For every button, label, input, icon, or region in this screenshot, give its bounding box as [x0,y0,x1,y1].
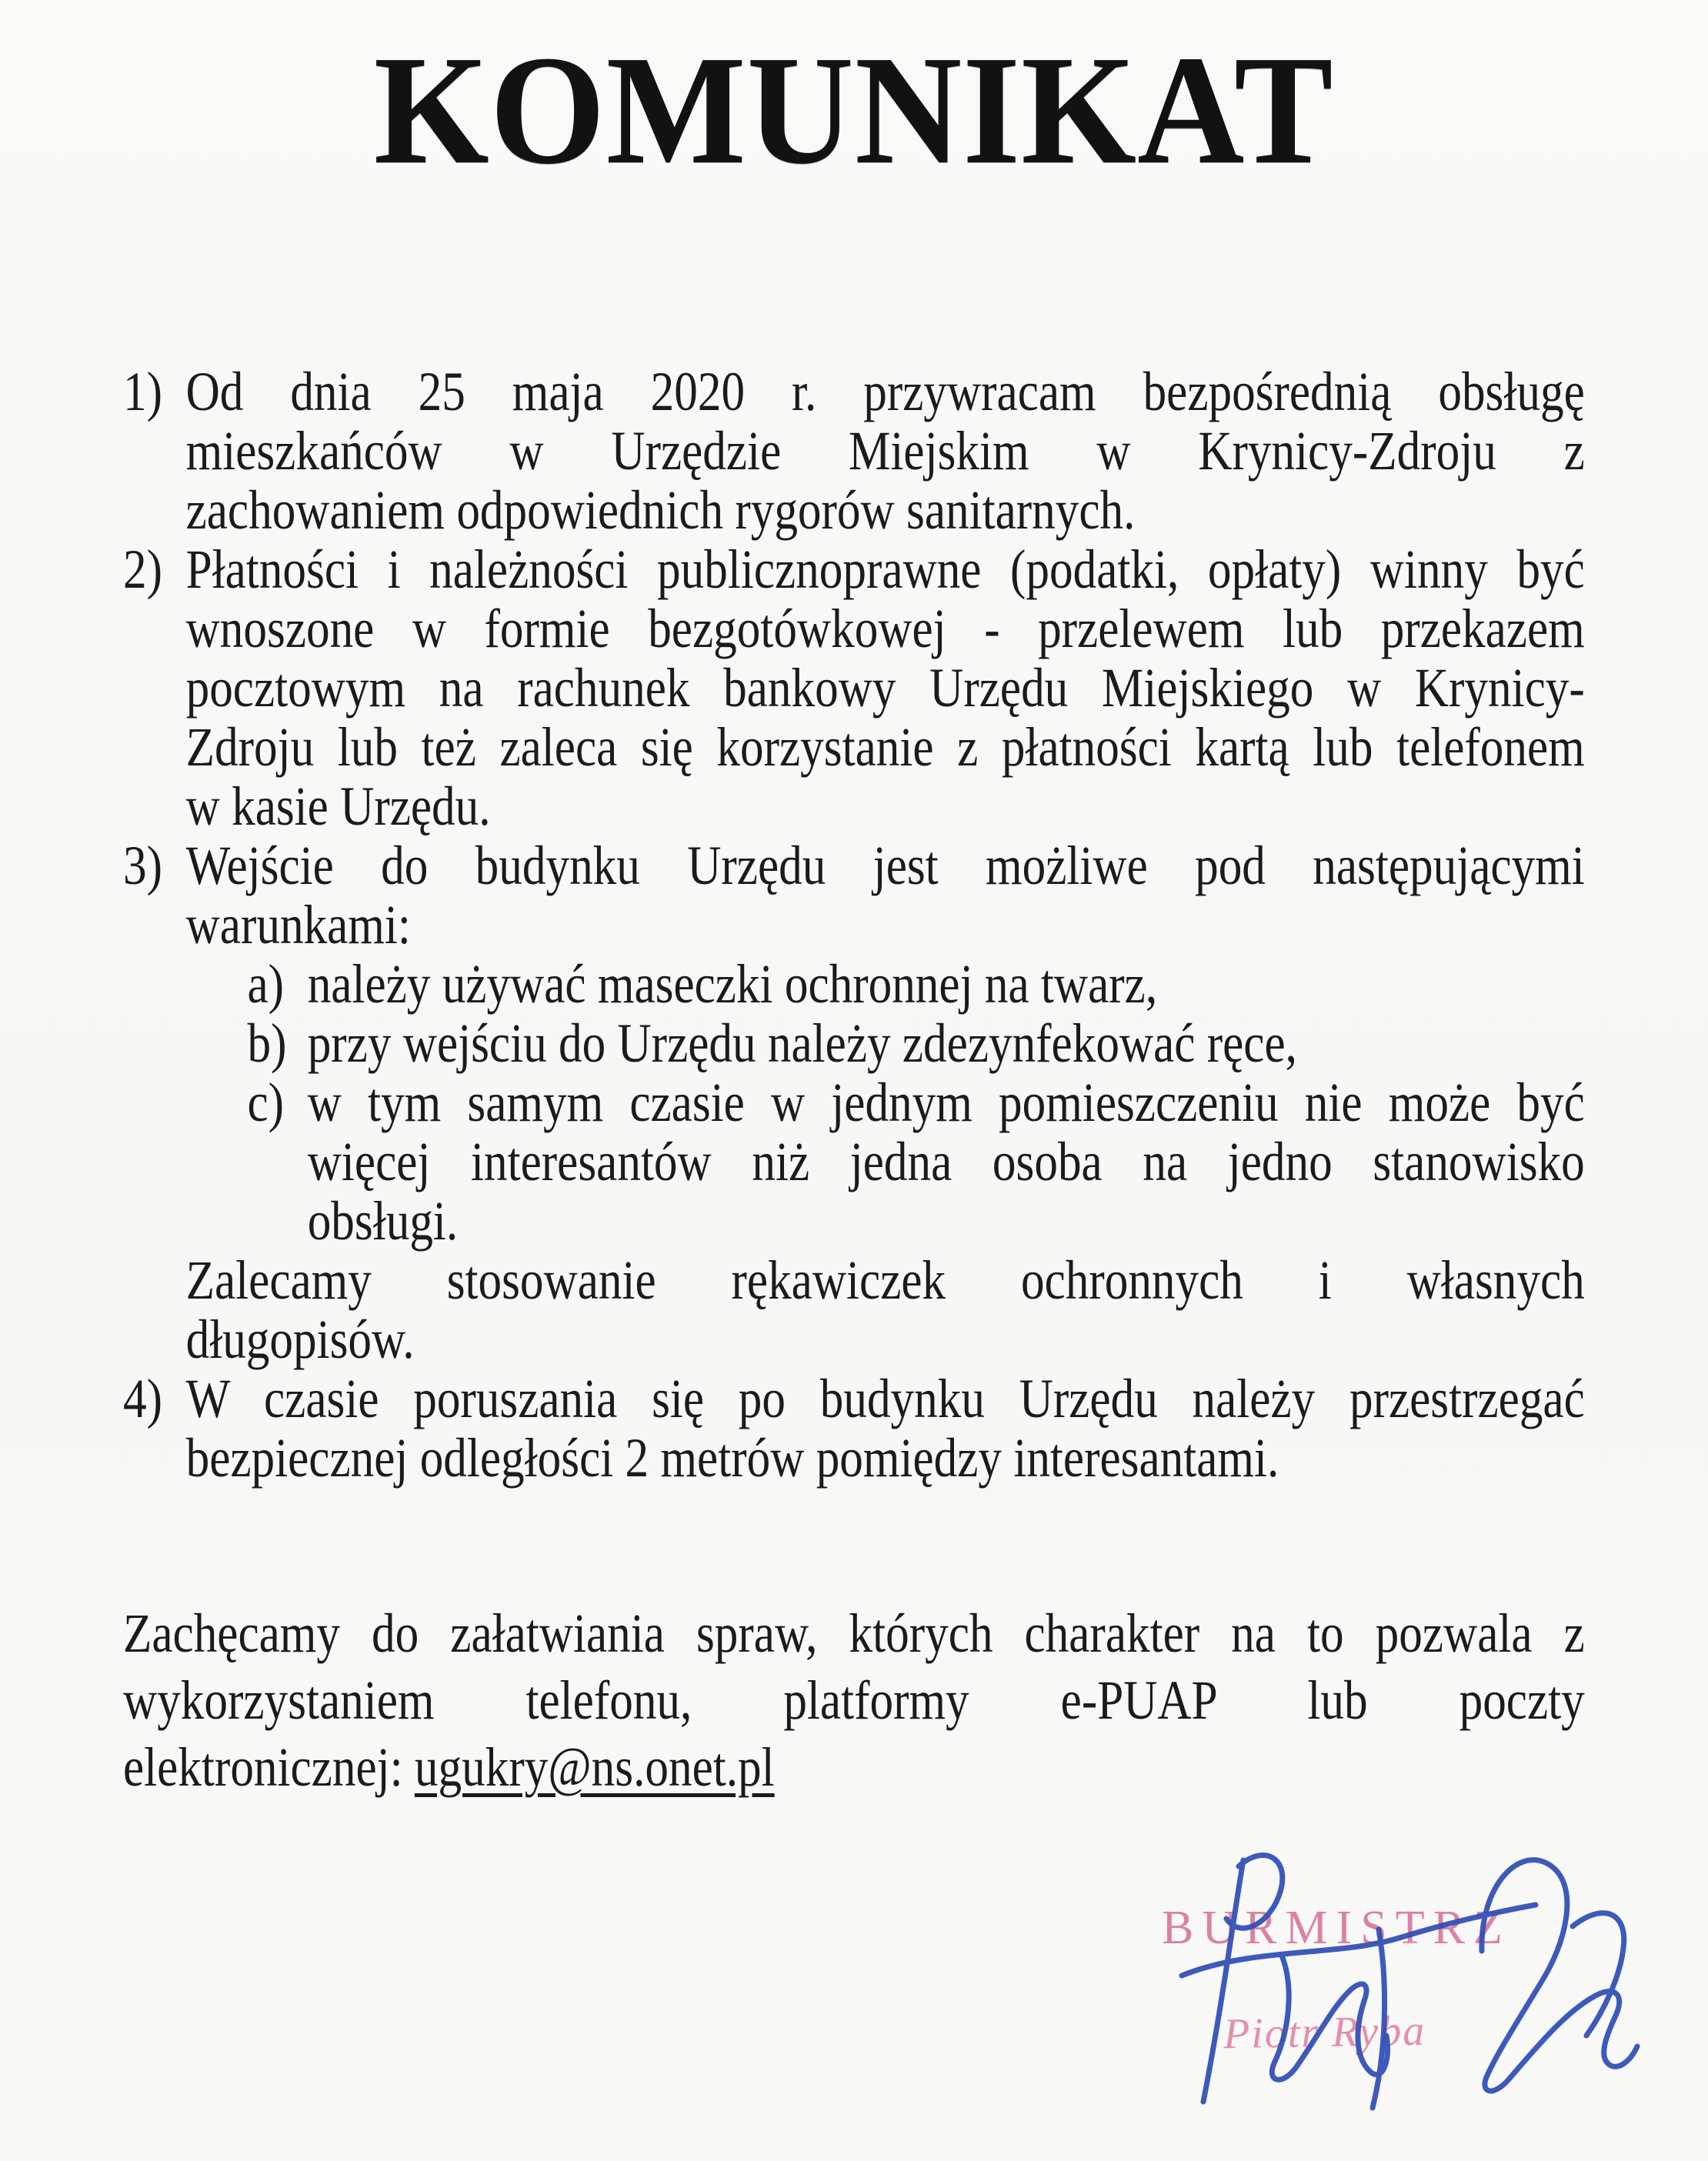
sub-item-letter: c) [247,1072,285,1133]
text-line: obsługi. [307,1190,459,1252]
sub-item-c [248,1073,1585,1251]
text-line: W czasie poruszania się po budynku Urzędu należy przestrzegać [185,1368,1585,1429]
text-line: w kasie Urzędu. [185,775,491,837]
text-line: Wejście do budynku Urzędu jest możliwe pod następującymi [185,835,1585,896]
text-line: zachowaniem odpowiednich rygorów sanitarnych. [185,479,1136,541]
text-line: należy używać maseczki ochronnej na twarz, [307,953,1158,1015]
item-number: 3) [123,835,162,896]
list-item-4 [123,1369,1585,1488]
mayor-stamp-name: Piotr Ryba [1223,2006,1426,2059]
text-line: Od dnia 25 maja 2020 r. przywracam bezpośrednią obsługę [185,361,1585,422]
document-body [123,362,1585,1801]
text-line: więcej interesantów niż jedna osoba na jedno stanowisko [307,1131,1585,1192]
text-line: bezpiecznej odległości 2 metrów pomiędzy interesantami. [185,1427,1279,1489]
email-address: ugukry@ns.onet.pl [414,1736,775,1798]
text-line: w tym samym czasie w jednym pomieszczeniu nie może być [307,1072,1585,1133]
text-line: mieszkańców w Urzędzie Miejskim w Krynicy-Zdroju z [185,420,1585,482]
sub-item-letter: a) [247,953,285,1015]
sub-item-a [248,955,1585,1014]
sub-item-b [248,1014,1585,1073]
closing-prefix: elektronicznej: [123,1736,415,1798]
document-title: KOMUNIKAT [374,23,1334,196]
text-line: wykorzystaniem telefonu, platformy e-PUAP lub poczty [123,1669,1585,1731]
handwritten-signature-ink [1108,1831,1677,2154]
text-line: Zdroju lub też zaleca się korzystanie z płatności kartą lub telefonem [185,716,1585,778]
list-item-1 [123,362,1585,540]
text-line: przy wejściu do Urzędu należy zdezynfekować ręce, [307,1012,1297,1074]
text-line: Zachęcamy do załatwiania spraw, których charakter na to pozwala z [123,1602,1585,1664]
mayor-stamp-title: BURMISTRZ [1162,1902,1511,1954]
text-line: długopisów. [185,1309,415,1370]
item-number: 4) [123,1368,162,1429]
sub-item-letter: b) [247,1012,287,1074]
item-number: 1) [123,361,162,422]
recommendation-note [186,1251,1585,1369]
text-line: warunkami: [185,894,411,955]
list-item-2 [123,540,1585,836]
text-line: pocztowym na rachunek bankowy Urzędu Miejskiego w Krynicy- [185,657,1585,719]
text-line [123,1734,1585,1801]
title-row [0,23,1708,196]
text-line: Płatności i należności publicznoprawne (podatki, opłaty) winny być [185,539,1585,600]
closing-paragraph [123,1600,1585,1801]
text-line: Zalecamy stosowanie rękawiczek ochronnych i własnych [185,1249,1585,1311]
signature-block [1108,1831,1677,2154]
text-line: wnoszone w formie bezgotówkowej - przelewem lub przekazem [185,598,1585,659]
list-item-3 [123,836,1585,1369]
item-number: 2) [123,539,162,600]
